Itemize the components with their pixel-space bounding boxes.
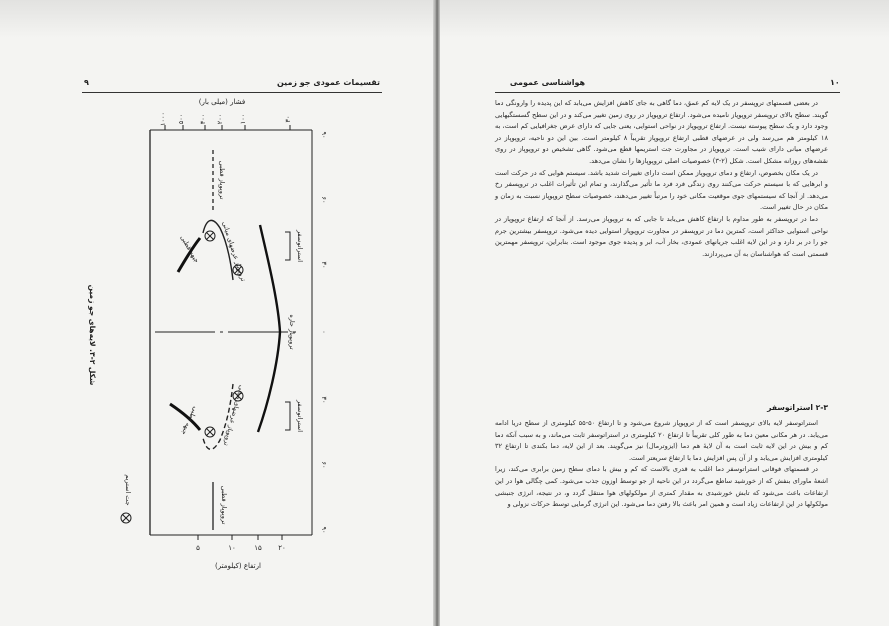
jet-stream-legend-icon	[121, 513, 131, 523]
polar-tropopause-top-label: تروپوپاز قطبی	[218, 160, 226, 200]
pressure-ticks	[165, 125, 290, 130]
paragraph: در یک مکان بخصوص، ارتفاع و دمای تروپوپاز ممکن است دارای تغییرات شدید باشد. سیستم هوایی که در حرکت است و ابرهایی که با سیستم حرکت می‌کنند روی زندگی فرد فرد ما تأثیر می‌گذارند، و تمام این تأثیرات اغلب در تروپسفر رخ می‌دهد. از آنجا که سیستمهای جوی موقعیت مکانی خود را مرتباً تغییر می‌دهند، خصوصیات سطح تروپوپاز نسبت به زمان و مکان در حال تغییر است.	[495, 168, 828, 212]
paragraph: در قسمتهای فوقانی استراتوسفر دما اغلب به قدری بالاست که کم و بیش با دمای سطح زمین برابری می‌کند، زیرا اشعهٔ ماورای بنفش که از خورشید ساطع می‌گردد در این ناحیه از جو توسط اوزون جذب می‌شود. کمی چگالی هوا در این ارتفاعات باعث می‌شود که تابش خورشیدی به مقدار کمتری از مولکولهای هوا منتقل گردد و، در نتیجه، انرژی جنبشی مولکولها در این ارتفاعات زیاد است و همین امر باعث بالا رفتن دما می‌شود. این انرژی گرمایی توسط حرکات نزولی و	[495, 465, 828, 509]
left-page-header-title: تقسیمات عمودی جو زمین	[276, 78, 380, 87]
altitude-axis-title: ارتفاع (کیلومتر)	[215, 562, 261, 570]
pressure-tick-label: ۵۰۰	[177, 113, 185, 125]
pressure-tick-label: ۱۰۰۰	[159, 112, 167, 126]
tropical-tropopause-line	[258, 225, 280, 432]
mid-tropopause-top-label: تروپوپاز عرضهای میانی	[220, 220, 248, 283]
polar-tropopause-bottom-label: تروپوپاز قطبی	[220, 485, 228, 525]
jet-stream-symbol	[205, 231, 215, 241]
paragraph: در بعضی قسمتهای تروپسفر در یک لایه کم عمق، دما گاهی به جای کاهش افزایش می‌یابد که این پدیده را وارونگی دما گویند. سطح بالای تروپسفر تروپوپاز نامیده می‌شود. ارتفاع تروپوپاز در روی زمین تغییر می‌کند و در این سطح گسستگیهایی وجود دارد و یک سطح پیوسته نیست. ارتفاع تروپوپاز در نواحی استوایی، یعنی جایی که دارای عرض جغرافیایی کم است، به ۱۸ کیلومتر هم می‌رسد ولی در عرضهای قطبی ارتفاع تروپوپاز تقریباً ۸ کیلومتر است. بین این دو ناحیه، تروپوپاز در عرضهای میانی دارای شیب است. تروپوپاز در مجاورت جت استریمها قطع می‌شود. گاهی تشخیص دو تروپوپاز در روی نقشه‌های روزانه مشکل است. شکل (۲-۳) خصوصیات اصلی تروپوپازها را نشان می‌دهد.	[495, 99, 828, 165]
section-heading: ۲-۳ استراتوسفر	[767, 403, 828, 412]
left-page-number: ۹	[84, 78, 89, 87]
latitude-tick-label: ۳۰	[320, 396, 328, 404]
book-gutter	[433, 0, 440, 626]
pressure-tick-label: ۳۰	[284, 115, 292, 123]
right-page	[440, 0, 889, 626]
latitude-tick-label: ۰	[320, 330, 328, 334]
stratosphere-top-bracket	[285, 232, 290, 260]
body-text	[495, 98, 828, 260]
pressure-tick-label: ۲۰۰	[216, 113, 224, 125]
right-page-header-title: هواشناسی عمومی	[509, 78, 585, 87]
altitude-ticks	[198, 535, 282, 540]
latitude-tick-label: ۹۰	[320, 526, 328, 534]
jet-stream-legend-label: جت استریم	[124, 474, 132, 506]
paragraph: استراتوسفر لایه بالای تروپسفر است که از تروپوپاز شروع می‌شود و تا ارتفاع ۵۰-۵۵ کیلومتری از سطح دریا ادامه می‌یابد. در هر مکانی معین دما به طور کلی تقریباً تا ارتفاع ۲۰ کیلومتری در استراتوسفر ثابت می‌ماند، و به سبب آنکه دما کم و بیش در این لایه ثابت است به آن لایهٔ هم دما (ایزوترمال) نیز می‌گویند. بعد از این لایه، دما بکندی تا ارتفاع ۳۲ کیلومتری افزایش می‌یابد و از آن پس افزایش دما با ارتفاع سریعتر است.	[495, 419, 829, 462]
atmosphere-layers-figure	[0, 0, 433, 626]
jet-stream-symbol	[205, 427, 215, 437]
stratosphere-top-label: استراتوسفر	[296, 229, 304, 263]
altitude-tick-label: ۲۰	[278, 544, 286, 552]
section-body-text	[495, 418, 828, 511]
polar-front-top-label: جبهه قطبی	[178, 233, 201, 265]
right-header-rule	[495, 92, 840, 93]
figure-caption: شکل ۲-۳. لایه‌های جو زمین	[88, 284, 97, 386]
stratosphere-bottom-label: استراتوسفر	[296, 399, 304, 433]
latitude-tick-label: ۳۰	[320, 261, 328, 269]
paragraph: دما در تروپسفر به طور مداوم با ارتفاع کاهش می‌یابد تا جایی که به تروپوپاز می‌رسد. از آنجا که ارتفاع تروپوپاز در نواحی استوایی حداکثر است، کمترین دما در تروپسفر در مجاورت تروپوپاز استوایی دیده می‌شود. تروپسفر بیشترین جرم جو را در بر دارد و در این لایه اغلب جریانهای عمودی، بخار آب، ابر و پدیده جوی موجود است. بنابراین، تروپسفر مهمترین قسمتی است که هواشناسان به آن می‌پردازند.	[495, 214, 828, 258]
scan-shading	[440, 0, 889, 38]
mid-tropopause-bottom-label: تروپوپاز عرضهای میانی	[221, 384, 246, 447]
pressure-axis-title: فشار (میلی بار)	[198, 98, 246, 106]
right-page-number: ۱۰	[830, 78, 840, 87]
pressure-tick-label: ۳۰۰	[199, 113, 207, 125]
latitude-tick-label: ۶۰	[320, 461, 328, 469]
pressure-tick-label: ۱۰۰	[239, 113, 247, 125]
altitude-tick-label: ۱۵	[254, 544, 262, 552]
altitude-tick-label: ۵	[196, 544, 200, 552]
stratosphere-bottom-bracket	[285, 402, 290, 430]
tropical-tropopause-label: تروپوپاز حاره	[288, 314, 296, 350]
latitude-tick-label: ۹۰	[320, 131, 328, 139]
left-page	[0, 0, 433, 626]
polar-front-bottom-label: جبهه قطبی	[179, 405, 200, 437]
altitude-tick-label: ۱۰	[228, 544, 236, 552]
latitude-tick-label: ۶۰	[320, 196, 328, 204]
